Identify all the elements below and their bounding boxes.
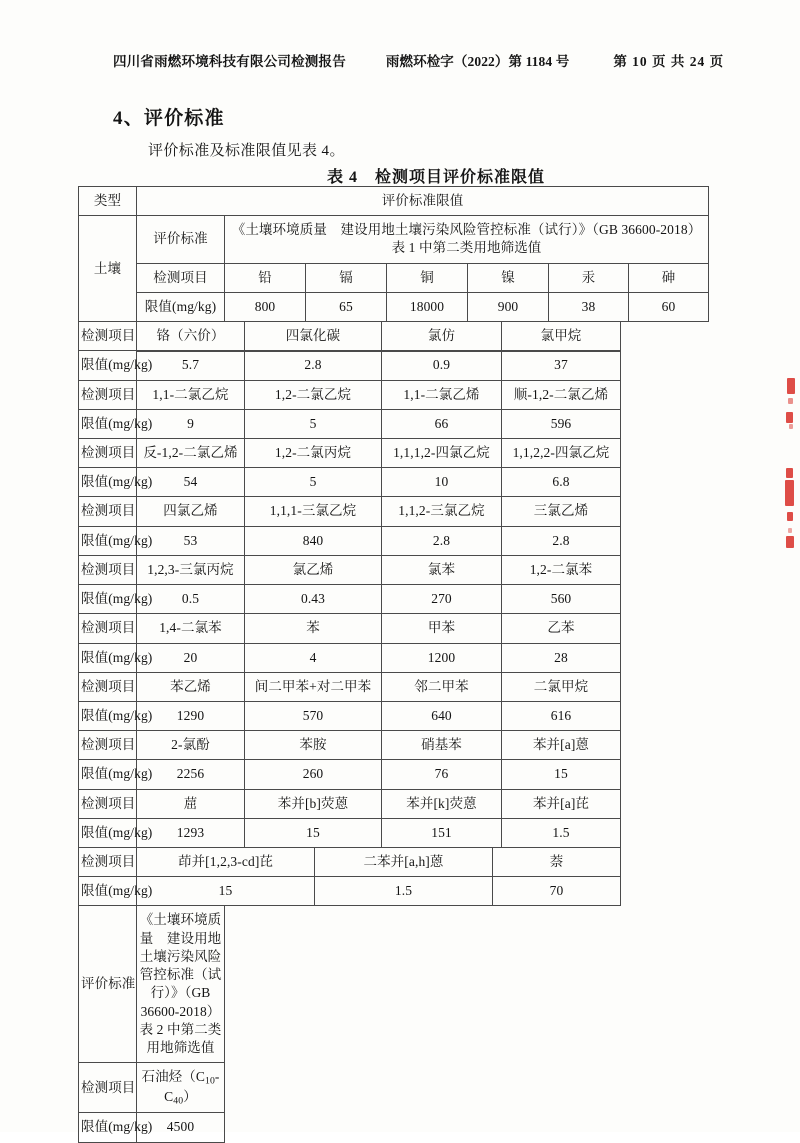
red-seal-fragment-icon xyxy=(787,512,793,521)
table-row-limits xyxy=(79,1113,709,1142)
item-cell: 二苯并[a,h]蒽 xyxy=(315,848,493,877)
limit-cell: 570 xyxy=(245,701,382,730)
standard-1-line-2: 表 1 中第二类用地筛选值 xyxy=(391,240,542,256)
item-cell: 䓛 xyxy=(137,789,245,818)
petroleum-sub-2: 40 xyxy=(173,1095,184,1107)
item-cell: 砷 xyxy=(629,263,709,292)
standard-limits-table xyxy=(78,186,709,1143)
limit-cell: 640 xyxy=(382,701,502,730)
table-row-items xyxy=(79,438,709,467)
limit-cell: 2.8 xyxy=(502,526,621,555)
red-seal-fragment-icon xyxy=(786,412,793,423)
item-cell: 1,1,1,2-四氯乙烷 xyxy=(382,438,502,467)
item-cell: 1,1,2,2-四氯乙烷 xyxy=(502,438,621,467)
limit-cell: 9 xyxy=(137,409,245,438)
table-row-limits xyxy=(79,292,709,321)
cell-label-limit: 限值(mg/kg) xyxy=(79,526,137,555)
item-cell: 苯胺 xyxy=(245,731,382,760)
cell-label-limit: 限值(mg/kg) xyxy=(79,585,137,614)
table-row-items xyxy=(79,322,709,351)
table-row-items xyxy=(79,789,709,818)
cell-items-group-8 xyxy=(137,731,590,760)
item-cell: 1,1-二氯乙烯 xyxy=(382,380,502,409)
cell-label-limit: 限值(mg/kg) xyxy=(79,409,137,438)
cell-label-item: 检测项目 xyxy=(79,614,137,643)
item-cell: 间二甲苯+对二甲苯 xyxy=(245,672,382,701)
limit-cell: 15 xyxy=(502,760,621,789)
item-cell: 氯苯 xyxy=(382,555,502,584)
cell-label-item: 检测项目 xyxy=(79,672,137,701)
item-cell: 铜 xyxy=(387,263,468,292)
table-row-items xyxy=(79,614,709,643)
table-row-limits xyxy=(79,351,709,380)
cell-label-limit: 限值(mg/kg) xyxy=(79,468,137,497)
item-cell: 铬（六价） xyxy=(137,322,245,351)
item-cell: 顺-1,2-二氯乙烯 xyxy=(502,380,621,409)
limit-cell: 260 xyxy=(245,760,382,789)
limit-cell: 0.5 xyxy=(137,585,245,614)
table-row-limits xyxy=(79,468,709,497)
section-lead-text: 评价标准及标准限值见表 4。 xyxy=(148,143,345,159)
item-cell: 反-1,2-二氯乙烯 xyxy=(137,438,245,467)
four-column-groups xyxy=(79,322,709,848)
cell-label-item: 检测项目 xyxy=(79,438,137,467)
item-cell: 氯甲烷 xyxy=(502,322,621,351)
limit-cell: 15 xyxy=(137,877,315,906)
limit-cell: 15 xyxy=(245,818,382,847)
item-cell: 1,2-二氯苯 xyxy=(502,555,621,584)
item-cell: 镍 xyxy=(468,263,549,292)
standard-limits-table-wrapper xyxy=(78,186,708,1143)
cell-label-limit: 限值(mg/kg) xyxy=(79,351,137,380)
item-cell: 乙苯 xyxy=(502,614,621,643)
standard-2-line-2: 表 2 中第二类用地筛选值 xyxy=(139,1021,222,1055)
red-seal-fragment-icon xyxy=(785,480,794,506)
table-row-items xyxy=(79,555,709,584)
table-row-items xyxy=(79,848,709,877)
limit-cell: 6.8 xyxy=(502,468,621,497)
limit-cell: 270 xyxy=(382,585,502,614)
item-cell: 汞 xyxy=(549,263,629,292)
red-seal-fragment-icon xyxy=(787,378,795,394)
cell-banner: 评价标准限值 xyxy=(137,187,709,216)
table-row-items xyxy=(79,672,709,701)
petroleum-mid: -C xyxy=(164,1069,220,1104)
limit-cell: 596 xyxy=(502,409,621,438)
cell-items-group-1 xyxy=(137,322,582,351)
petroleum-prefix: 石油烃（C xyxy=(141,1069,205,1085)
item-cell: 四氯化碳 xyxy=(245,322,382,351)
cell-standard-1-text xyxy=(225,216,709,263)
table-caption: 表 4 检测项目评价标准限值 xyxy=(326,169,545,186)
item-cell: 1,1,1-三氯乙烷 xyxy=(245,497,382,526)
item-cell: 苯并[a]芘 xyxy=(502,789,621,818)
cell-label-item: 检测项目 xyxy=(79,497,137,526)
limit-cell: 65 xyxy=(306,292,387,321)
cell-label-item: 检测项目 xyxy=(79,322,137,351)
header-company-report: 四川省雨燃环境科技有限公司检测报告 xyxy=(113,54,346,69)
cell-items-group-10 xyxy=(137,848,564,877)
table-row-header xyxy=(79,187,709,216)
item-cell: 苯并[b]荧蒽 xyxy=(245,789,382,818)
cell-label-limit: 限值(mg/kg) xyxy=(79,760,137,789)
red-seal-fragment-icon xyxy=(788,528,792,533)
cell-label-item: 检测项目 xyxy=(79,731,137,760)
cell-petroleum-hydrocarbon-limit: 4500 xyxy=(137,1113,225,1142)
item-cell: 甲苯 xyxy=(382,614,502,643)
table-row-standard-1 xyxy=(79,216,709,263)
cell-label-item: 检测项目 xyxy=(79,380,137,409)
red-seal-fragment-icon xyxy=(786,536,794,548)
limit-cell: 10 xyxy=(382,468,502,497)
table-row-limits xyxy=(79,701,709,730)
item-cell: 1,4-二氯苯 xyxy=(137,614,245,643)
cell-items-group-4 xyxy=(137,497,589,526)
limit-cell: 1.5 xyxy=(315,877,493,906)
limit-cell: 2.8 xyxy=(382,526,502,555)
limit-cell: 53 xyxy=(137,526,245,555)
item-cell: 1,2,3-三氯丙烷 xyxy=(137,555,245,584)
limit-cell: 54 xyxy=(137,468,245,497)
cell-items-group-0 xyxy=(225,263,709,292)
limit-cell: 900 xyxy=(468,292,549,321)
cell-label-item: 检测项目 xyxy=(79,848,137,877)
cell-label-item: 检测项目 xyxy=(79,789,137,818)
table-row-limits xyxy=(79,760,709,789)
cell-label-standard-2: 评价标准 xyxy=(79,906,137,1063)
header-report-code: 雨燃环检字（2022）第 1184 号 xyxy=(385,54,570,69)
item-cell: 苯并[a]蒽 xyxy=(502,731,621,760)
standard-1-line-1: 《土壤环境质量 建设用地土壤污染风险管控标准（试行）》（GB 36600-2018） xyxy=(231,222,702,238)
limit-cell: 800 xyxy=(225,292,306,321)
table-row-limits xyxy=(79,409,709,438)
cell-label-limit: 限值(mg/kg) xyxy=(79,818,137,847)
item-cell: 苯并[k]荧蒽 xyxy=(382,789,502,818)
limit-cell: 28 xyxy=(502,643,621,672)
cell-type-header: 类型 xyxy=(79,187,137,216)
limit-cell: 5 xyxy=(245,468,382,497)
limit-cell: 60 xyxy=(629,292,709,321)
item-cell: 二氯甲烷 xyxy=(502,672,621,701)
cell-label-limit: 限值(mg/kg) xyxy=(79,701,137,730)
cell-items-group-2 xyxy=(137,380,609,409)
red-seal-fragment-icon xyxy=(789,424,793,429)
item-cell: 镉 xyxy=(306,263,387,292)
cell-type-soil: 土壤 xyxy=(79,216,137,322)
table-row-limits xyxy=(79,643,709,672)
table-row-limits xyxy=(79,818,709,847)
petroleum-suffix: ） xyxy=(183,1088,197,1104)
item-cell: 氯仿 xyxy=(382,322,502,351)
petroleum-sub-1: 10 xyxy=(204,1075,215,1087)
table-row-items xyxy=(79,497,709,526)
cell-items-group-3 xyxy=(137,438,610,467)
limit-cell: 5 xyxy=(245,409,382,438)
item-cell: 邻二甲苯 xyxy=(382,672,502,701)
limit-cell: 616 xyxy=(502,701,621,730)
item-cell: 铅 xyxy=(225,263,306,292)
item-cell: 硝基苯 xyxy=(382,731,502,760)
cell-petroleum-hydrocarbon-item xyxy=(137,1063,225,1113)
cell-standard-2-text xyxy=(137,906,225,1063)
table-row-items xyxy=(79,1063,709,1113)
limit-cell: 5.7 xyxy=(137,351,245,380)
limit-cell: 151 xyxy=(382,818,502,847)
cell-label-item: 检测项目 xyxy=(79,1063,137,1113)
table-row-items xyxy=(79,731,709,760)
cell-limits-group-0 xyxy=(225,292,709,321)
cell-items-group-7 xyxy=(137,672,589,701)
cell-label-item: 检测项目 xyxy=(137,263,225,292)
limit-cell: 840 xyxy=(245,526,382,555)
cell-label-limit: 限值(mg/kg) xyxy=(79,643,137,672)
limit-cell: 20 xyxy=(137,643,245,672)
limit-cell: 76 xyxy=(382,760,502,789)
limit-cell: 1200 xyxy=(382,643,502,672)
header-page-number: 第 10 页 共 24 页 xyxy=(613,54,725,69)
item-cell: 四氯乙烯 xyxy=(137,497,245,526)
item-cell: 苯 xyxy=(245,614,382,643)
cell-label-limit: 限值(mg/kg) xyxy=(137,292,225,321)
item-cell: 1,2-二氯乙烷 xyxy=(245,380,382,409)
table-row-limits xyxy=(79,526,709,555)
cell-items-group-9 xyxy=(137,789,590,818)
item-cell: 2-氯酚 xyxy=(137,731,245,760)
red-seal-fragment-icon xyxy=(788,398,793,404)
section-heading: 4、评价标准 xyxy=(113,108,225,129)
item-cell: 茚并[1,2,3-cd]芘 xyxy=(137,848,315,877)
limit-cell: 38 xyxy=(549,292,629,321)
limit-cell: 66 xyxy=(382,409,502,438)
cell-items-group-6 xyxy=(137,614,575,643)
table-row-limits xyxy=(79,877,709,906)
limit-cell: 2256 xyxy=(137,760,245,789)
standard-2-line-1: 《土壤环境质量 建设用地土壤污染风险管控标准（试行）》（GB 36600-2018） xyxy=(139,912,222,1019)
cell-label-limit: 限值(mg/kg) xyxy=(79,877,137,906)
limit-cell: 0.43 xyxy=(245,585,382,614)
item-cell: 氯乙烯 xyxy=(245,555,382,584)
item-cell: 1,2-二氯丙烷 xyxy=(245,438,382,467)
limit-cell: 18000 xyxy=(387,292,468,321)
item-cell: 苯乙烯 xyxy=(137,672,245,701)
limit-cell: 37 xyxy=(502,351,621,380)
item-cell: 三氯乙烯 xyxy=(502,497,621,526)
cell-items-group-5 xyxy=(137,555,593,584)
limit-cell: 560 xyxy=(502,585,621,614)
limit-cell: 1293 xyxy=(137,818,245,847)
table-row-items xyxy=(79,263,709,292)
red-seal-fragment-icon xyxy=(786,468,793,478)
table-row-limits xyxy=(79,585,709,614)
limit-cell: 2.8 xyxy=(245,351,382,380)
limit-cell: 1.5 xyxy=(502,818,621,847)
item-cell: 萘 xyxy=(493,848,621,877)
limit-cell: 0.9 xyxy=(382,351,502,380)
cell-label-limit: 限值(mg/kg) xyxy=(79,1113,137,1142)
table-row-standard-2 xyxy=(79,906,709,1063)
item-cell: 1,1,2-三氯乙烷 xyxy=(382,497,502,526)
cell-label-item: 检测项目 xyxy=(79,555,137,584)
cell-label-standard-1: 评价标准 xyxy=(137,216,225,263)
limit-cell: 4 xyxy=(245,643,382,672)
item-cell: 1,1-二氯乙烷 xyxy=(137,380,245,409)
limit-cell: 70 xyxy=(493,877,621,906)
table-row-items xyxy=(79,380,709,409)
document-running-header xyxy=(113,50,725,70)
limit-cell: 1290 xyxy=(137,701,245,730)
